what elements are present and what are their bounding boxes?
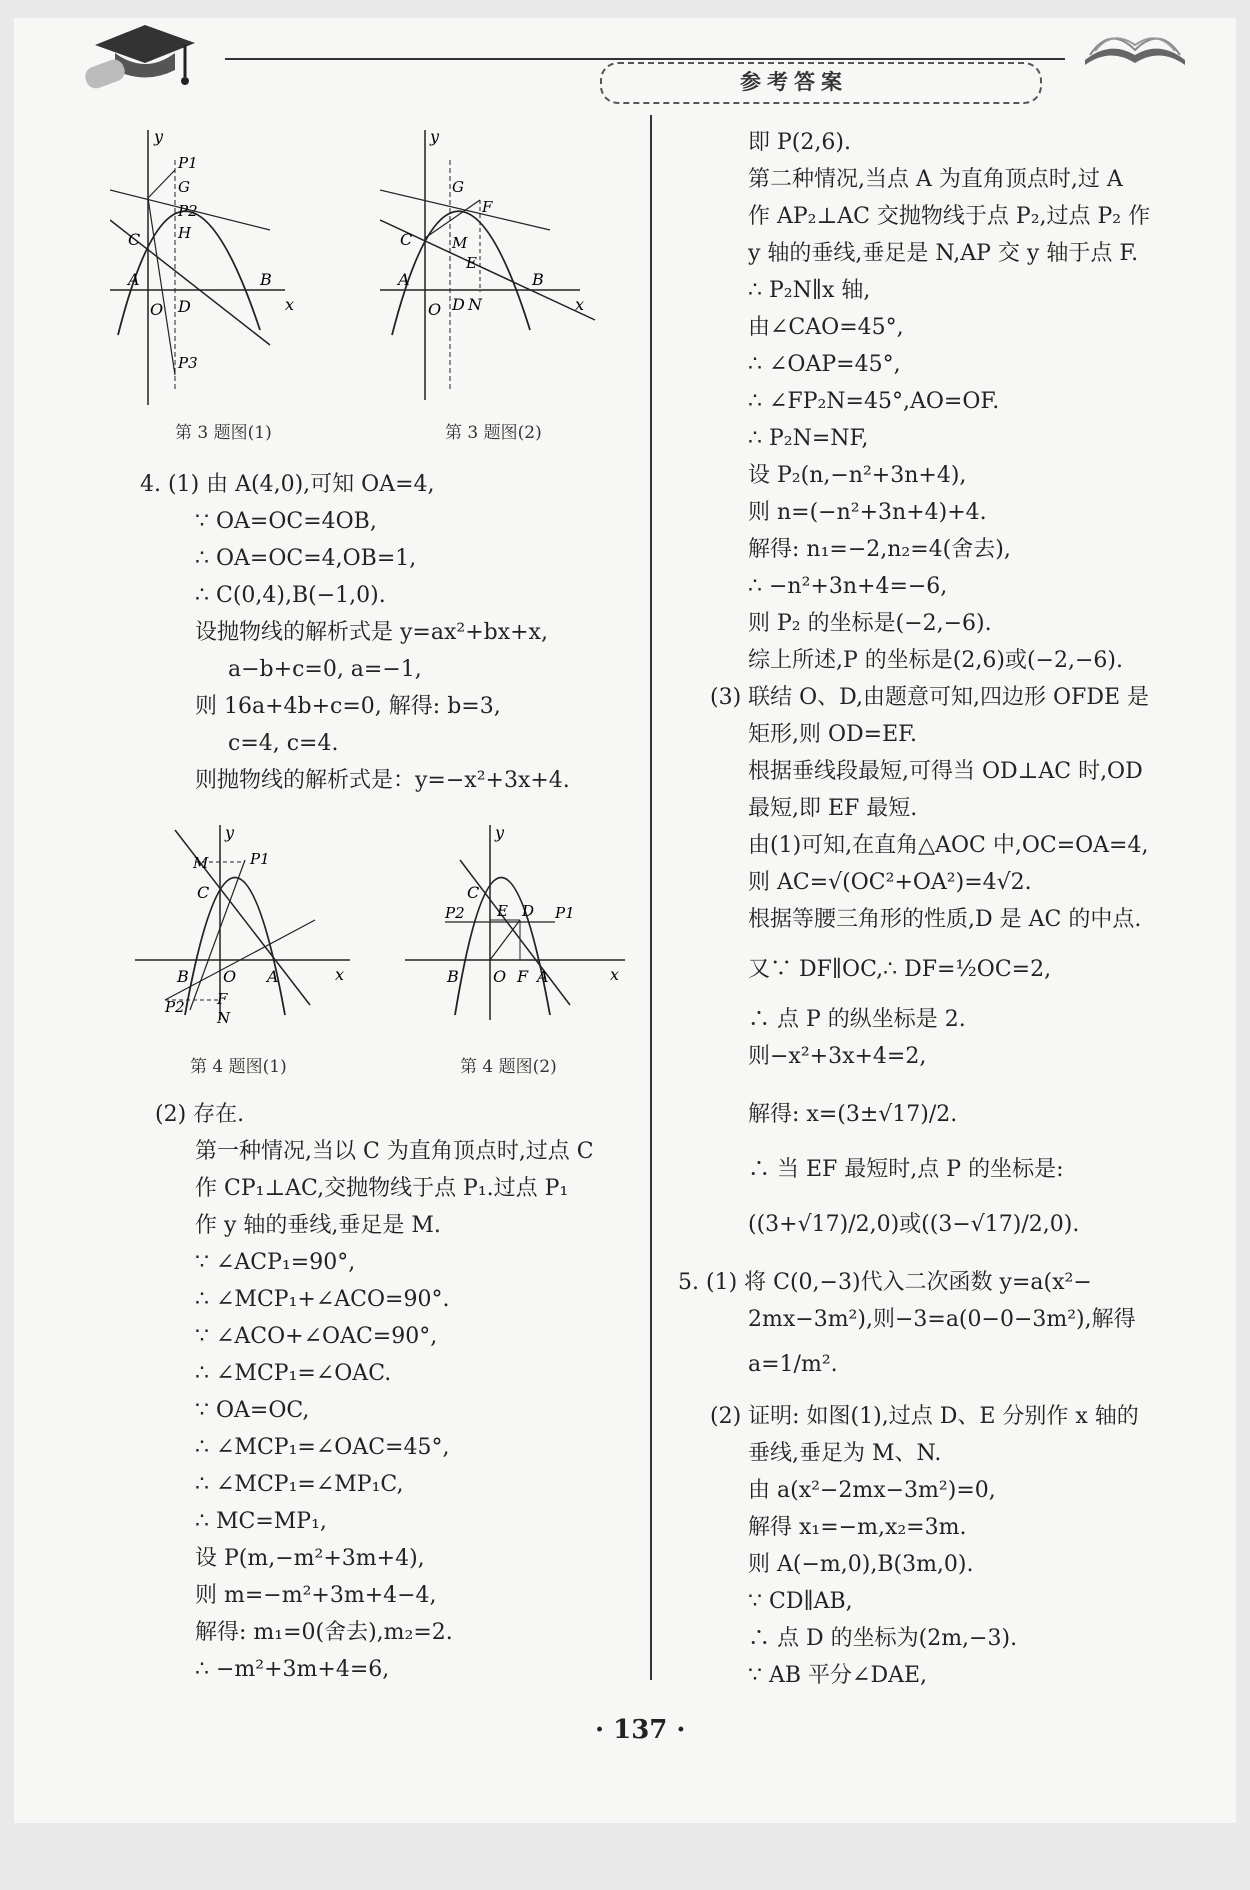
label: y bbox=[154, 127, 164, 146]
text-line: 作 AP₂⊥AC 交抛物线于点 P₂,过点 P₂ 作 bbox=[748, 204, 1151, 229]
label: y bbox=[430, 127, 440, 146]
text-line: 解得: x=(3±√17)/2. bbox=[748, 1102, 958, 1127]
text-line: ∴ ∠MCP₁+∠ACO=90°. bbox=[195, 1287, 450, 1312]
text-line: ∵ OA=OC, bbox=[195, 1398, 310, 1423]
label: D bbox=[452, 295, 465, 314]
graduation-cap-icon bbox=[85, 15, 205, 100]
text-line: ∴ −n²+3n+4=−6, bbox=[748, 574, 948, 599]
text-line: 则 m=−m²+3m+4−4, bbox=[195, 1583, 437, 1608]
label: P2 bbox=[445, 904, 465, 922]
text-line: 解得 x₁=−m,x₂=3m. bbox=[748, 1515, 967, 1540]
label: F bbox=[217, 990, 228, 1008]
text-line: 综上所述,P 的坐标是(2,6)或(−2,−6). bbox=[748, 648, 1123, 673]
text-line: ∴ MC=MP₁, bbox=[195, 1509, 327, 1534]
text-line: ∴ ∠MCP₁=∠MP₁C, bbox=[195, 1472, 404, 1497]
label: B bbox=[447, 967, 459, 986]
column-divider bbox=[650, 115, 652, 1680]
label: D bbox=[522, 902, 535, 920]
text-line: 则 A(−m,0),B(3m,0). bbox=[748, 1552, 974, 1577]
text-line: (2) 存在. bbox=[155, 1102, 245, 1127]
text-line: 矩形,则 OD=EF. bbox=[748, 722, 917, 747]
header-rule bbox=[225, 58, 1065, 60]
label: P1 bbox=[178, 154, 198, 172]
label: H bbox=[178, 224, 192, 242]
text-line: 根据垂线段最短,可得当 OD⊥AC 时,OD bbox=[748, 759, 1143, 784]
label: C bbox=[400, 230, 413, 249]
text-line: (2) 证明: 如图(1),过点 D、E 分别作 x 轴的 bbox=[710, 1404, 1139, 1429]
label: G bbox=[178, 178, 190, 196]
label: O bbox=[150, 300, 164, 319]
text-line: y 轴的垂线,垂足是 N,AP 交 y 轴于点 F. bbox=[748, 241, 1139, 266]
label: B bbox=[177, 967, 189, 986]
text-line: 设 P₂(n,−n²+3n+4), bbox=[748, 463, 967, 488]
figure-4-1 bbox=[135, 820, 360, 1030]
label: P1 bbox=[555, 904, 575, 922]
figure-caption: 第 4 题图(2) bbox=[460, 1057, 557, 1077]
label: C bbox=[467, 883, 480, 902]
label: x bbox=[610, 965, 620, 984]
figure-3-1 bbox=[110, 120, 340, 405]
label: M bbox=[193, 854, 209, 872]
text-line: 由 a(x²−2mx−3m²)=0, bbox=[748, 1478, 996, 1503]
text-line: 解得: m₁=0(舍去),m₂=2. bbox=[195, 1620, 453, 1645]
text-line: ∴ 当 EF 最短时,点 P 的坐标是: bbox=[748, 1157, 1064, 1182]
text-line: 第二种情况,当点 A 为直角顶点时,过 A bbox=[748, 167, 1123, 192]
label: O bbox=[428, 300, 442, 319]
text-line: c=4, c=4. bbox=[228, 731, 339, 756]
text-line: 则抛物线的解析式是：y=−x²+3x+4. bbox=[195, 768, 570, 793]
label: C bbox=[128, 230, 141, 249]
text-line: ∵ OA=OC=4OB, bbox=[195, 509, 377, 534]
text-line: 则 AC=√(OC²+OA²)=4√2. bbox=[748, 870, 1032, 895]
label: P1 bbox=[250, 850, 270, 868]
text-line: 设抛物线的解析式是 y=ax²+bx+x, bbox=[195, 620, 548, 645]
label: x bbox=[575, 295, 585, 314]
text-line: 则−x²+3x+4=2, bbox=[748, 1044, 927, 1069]
text-line: ∴ P₂N=NF, bbox=[748, 426, 869, 451]
text-line: ∴ ∠OAP=45°, bbox=[748, 352, 901, 377]
text-line: ∵ ∠ACP₁=90°, bbox=[195, 1250, 356, 1275]
figure-caption: 第 3 题图(2) bbox=[445, 423, 542, 443]
text-line: ∴ −m²+3m+4=6, bbox=[195, 1657, 390, 1682]
label: E bbox=[497, 902, 508, 920]
label: N bbox=[217, 1009, 231, 1027]
text-line: 则 16a+4b+c=0, 解得: b=3, bbox=[195, 694, 501, 719]
text-line: 2mx−3m²),则−3=a(0−0−3m²),解得 bbox=[748, 1307, 1136, 1332]
text-line: 5. (1) 将 C(0,−3)代入二次函数 y=a(x²− bbox=[678, 1270, 1092, 1295]
text-line: ((3+√17)/2,0)或((3−√17)/2,0). bbox=[748, 1212, 1080, 1237]
open-book-icon bbox=[1080, 15, 1190, 70]
text-line: ∴ ∠MCP₁=∠OAC=45°, bbox=[195, 1435, 450, 1460]
text-line: 作 CP₁⊥AC,交抛物线于点 P₁.过点 P₁ bbox=[195, 1176, 569, 1201]
figure-3-2 bbox=[380, 120, 610, 405]
label: y bbox=[495, 823, 505, 842]
text-line: 垂线,垂足为 M、N. bbox=[748, 1441, 942, 1466]
text-line: 解得: n₁=−2,n₂=4(舍去), bbox=[748, 537, 1011, 562]
text-line: ∵ CD∥AB, bbox=[748, 1589, 853, 1614]
text-line: (3) 联结 O、D,由题意可知,四边形 OFDE 是 bbox=[710, 685, 1150, 710]
text-line: ∴ 点 P 的纵坐标是 2. bbox=[748, 1007, 966, 1032]
figure-4-2 bbox=[405, 820, 630, 1030]
label: F bbox=[482, 198, 493, 216]
text-line: ∴ ∠MCP₁=∠OAC. bbox=[195, 1361, 392, 1386]
label: P2 bbox=[178, 202, 198, 220]
text-line: ∴ P₂N∥x 轴, bbox=[748, 278, 871, 303]
label: E bbox=[466, 254, 477, 272]
text-line: 4. (1) 由 A(4,0),可知 OA=4, bbox=[140, 472, 435, 497]
label: B bbox=[260, 270, 272, 289]
label: A bbox=[537, 967, 549, 986]
text-line: 由(1)可知,在直角△AOC 中,OC=OA=4, bbox=[748, 833, 1149, 858]
text-line: 即 P(2,6). bbox=[748, 130, 851, 155]
label: O bbox=[223, 967, 237, 986]
text-line: a−b+c=0, a=−1, bbox=[228, 657, 422, 682]
text-line: ∵ ∠ACO+∠OAC=90°, bbox=[195, 1324, 438, 1349]
label: C bbox=[197, 883, 210, 902]
text-line: ∴ ∠FP₂N=45°,AO=OF. bbox=[748, 389, 1000, 414]
text-line: 又∵ DF∥OC,∴ DF=½OC=2, bbox=[748, 957, 1052, 982]
text-line: a=1/m². bbox=[748, 1352, 838, 1377]
label: A bbox=[398, 270, 410, 289]
text-line: 作 y 轴的垂线,垂足是 M. bbox=[195, 1213, 441, 1238]
text-line: 最短,即 EF 最短. bbox=[748, 796, 918, 821]
label: A bbox=[267, 967, 279, 986]
label: x bbox=[335, 965, 345, 984]
text-line: 根据等腰三角形的性质,D 是 AC 的中点. bbox=[748, 907, 1142, 932]
header-title: 参考答案 bbox=[740, 69, 848, 94]
text-line: ∴ 点 D 的坐标为(2m,−3). bbox=[748, 1626, 1018, 1651]
figure-caption: 第 4 题图(1) bbox=[190, 1057, 287, 1077]
label: M bbox=[452, 234, 468, 252]
page-number: · 137 · bbox=[595, 1715, 686, 1745]
label: P3 bbox=[178, 354, 198, 372]
label: x bbox=[285, 295, 295, 314]
text-line: 第一种情况,当以 C 为直角顶点时,过点 C bbox=[195, 1139, 594, 1164]
text-line: ∴ OA=OC=4,OB=1, bbox=[195, 546, 417, 571]
text-line: ∴ C(0,4),B(−1,0). bbox=[195, 583, 386, 608]
label: A bbox=[128, 270, 140, 289]
text-line: 由∠CAO=45°, bbox=[748, 315, 904, 340]
text-line: 则 P₂ 的坐标是(−2,−6). bbox=[748, 611, 992, 636]
label: y bbox=[225, 823, 235, 842]
label: D bbox=[178, 297, 191, 316]
label: F bbox=[517, 967, 529, 986]
figure-caption: 第 3 题图(1) bbox=[175, 423, 272, 443]
label: B bbox=[532, 270, 544, 289]
text-line: 设 P(m,−m²+3m+4), bbox=[195, 1546, 425, 1571]
label: G bbox=[452, 178, 464, 196]
text-line: 则 n=(−n²+3n+4)+4. bbox=[748, 500, 987, 525]
text-line: ∵ AB 平分∠DAE, bbox=[748, 1663, 928, 1688]
label: P2 bbox=[165, 998, 185, 1016]
label: O bbox=[493, 967, 507, 986]
label: N bbox=[468, 295, 482, 314]
